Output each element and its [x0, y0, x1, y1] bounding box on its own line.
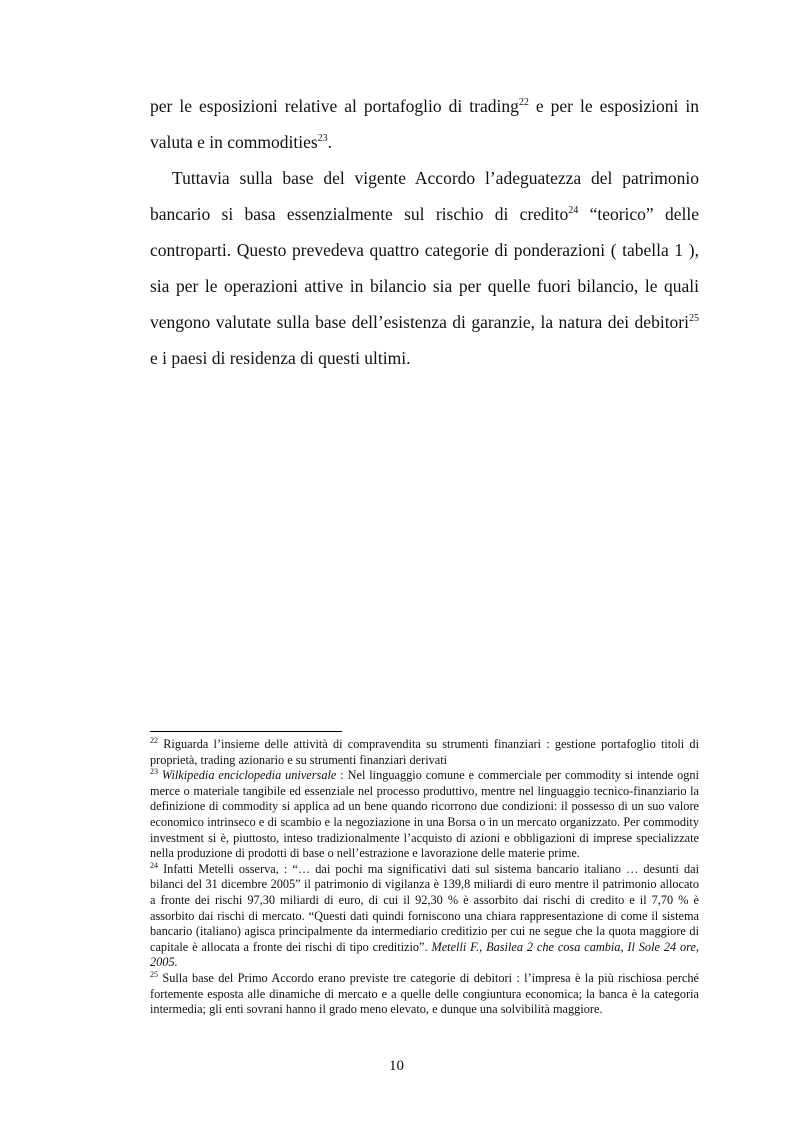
paragraph-1: per le esposizioni relative al portafoglio di trading$^{22}$ e per le esposizioni in valuta e in commodities$^{23}$. — [150, 96, 699, 152]
footnote-number: 24 — [150, 860, 158, 870]
paragraph-2: Tuttavia sulla base del vigente Accordo l’adeguatezza del patrimonio bancario si basa essenzialmente sul rischio di credito$^{24}$ “teorico” delle controparti. Questo prevedeva quattro categorie di ponderazioni ( tabella 1 ), sia per le operazioni attive in bilancio sia per quelle fuori bilancio, le quali vengono valutate sulla base dell’esistenza di garanzie, la natura dei debitori$^{25}$ e i paesi di residenza di questi ultimi. — [150, 168, 699, 368]
footnote-24: $^{24}$ Infatti Metelli osserva, : “… dai pochi ma significativi dati sul sistema bancario italiano … desunti dai bilanci del 31 dicembre 2005” il patrimonio di vigilanza è 139,8 miliardi di euro mentre il patrimonio allocato a fronte dei rischi 97,30 miliardi di euro, di cui il 92,30 % è assorbito dai rischi di credito e il 7,70 % è assorbito dai rischi di mercato. “Questi dati quindi forniscono una chiara rappresentazione di come il sistema bancario (italiano) agisca principalmente da intermediario creditizio per cui ne segue che la quota maggiore di capitale è allocata a fronte dei rischi di tipo creditizio”. Metelli F., Basilea 2 che cosa cambia, Il Sole 24 ore, 2005. — [150, 860, 699, 970]
footnote-25: $^{25}$ Sulla base del Primo Accordo erano previste tre categorie di debitori : l’impresa è la più rischiosa perché fortemente esposta alle dinamiche di mercato e a quelle delle congiuntura economica; la banca è la categoria intermedia; gli enti sovrani hanno il grado meno elevato, e dunque una solvibilità maggiore. — [150, 969, 699, 1017]
footnote-number: 22 — [150, 735, 158, 745]
footnote-ref-24[interactable]: 24 — [568, 205, 579, 217]
footnotes — [150, 737, 699, 1018]
footnote-separator — [150, 731, 342, 732]
footnote-source: Metelli F., Basilea 2 che cosa cambia, Il Sole 24 ore, 2005. — [150, 939, 699, 970]
footnote-number: 23 — [150, 767, 158, 777]
page-number: 10 — [389, 1058, 404, 1074]
footnote-number: 25 — [150, 969, 158, 979]
body-text — [150, 88, 699, 376]
footnote-22: $^{22}$ Riguarda l’insieme delle attività di compravendita su strumenti finanziari : gestione portafoglio titoli di proprietà, trading azionario e su strumenti finanziari derivati — [150, 735, 699, 767]
footnote-ref-25[interactable]: 25 — [689, 313, 699, 325]
footnote-source: Wilkipedia enciclopedia universale — [158, 768, 337, 783]
footnote-ref-22[interactable]: 22 — [518, 97, 529, 109]
footnote-23: $^{23}$ Wilkipedia enciclopedia universale : Nel linguaggio comune e commerciale per commodity si intende ogni merce o materiale tangibile ed essenziale nel processo produttivo, mentre nel linguaggio tecnico-finanziario la definizione di commodity si applica ad un bene quando ricorrono due condizioni: il possesso di un suo valore economico intrinseco e di scambio e la negoziazione in una Borsa o in un mercato organizzato. Per commodity investment si è, piuttosto, inteso tradizionalmente l’acquisto di azioni e obbligazioni di imprese specializzate nella produzione di prodotti di base o nell’estrazione e lavorazione delle materie prime. — [150, 767, 699, 861]
footnote-ref-23[interactable]: 23 — [317, 133, 328, 145]
